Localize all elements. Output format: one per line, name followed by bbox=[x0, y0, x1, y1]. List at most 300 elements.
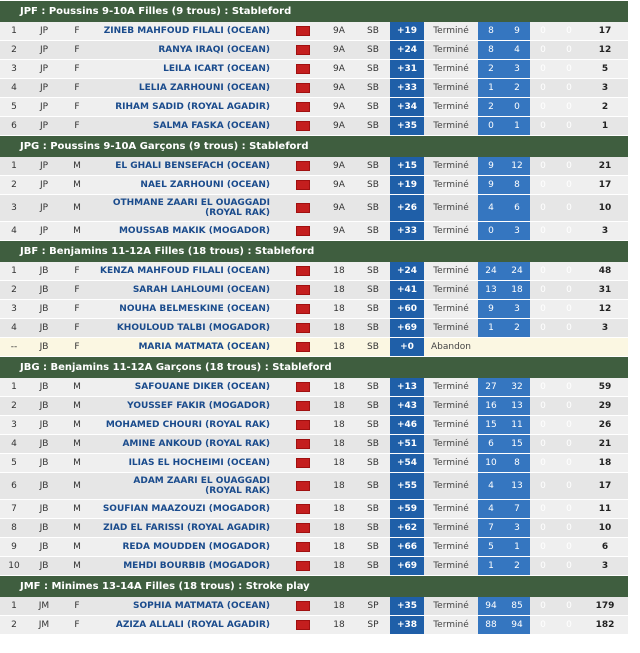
round-2-score: 85 bbox=[504, 597, 530, 616]
round-1-score: 13 bbox=[478, 281, 504, 300]
round-4-score: 0 bbox=[556, 262, 582, 281]
round-4-score: 0 bbox=[556, 176, 582, 195]
status-cell: Terminé bbox=[424, 222, 478, 241]
holes-cell: 18 bbox=[322, 500, 356, 519]
holes-cell: 9A bbox=[322, 176, 356, 195]
round-1-score: 1 bbox=[478, 557, 504, 576]
format-cell: SB bbox=[356, 176, 390, 195]
round-3-score: 0 bbox=[530, 378, 556, 397]
player-name-link[interactable]: LELIA ZARHOUNI (OCEAN) bbox=[94, 79, 284, 98]
holes-cell: 18 bbox=[322, 319, 356, 338]
gender-cell: F bbox=[60, 281, 94, 300]
player-row[interactable] bbox=[0, 300, 628, 319]
status-cell: Terminé bbox=[424, 378, 478, 397]
player-name-link[interactable]: KENZA MAHFOUD FILALI (OCEAN) bbox=[94, 262, 284, 281]
round-1-score: 6 bbox=[478, 435, 504, 454]
category-cell: JP bbox=[28, 79, 60, 98]
player-name-link[interactable]: YOUSSEF FAKIR (MOGADOR) bbox=[94, 397, 284, 416]
player-name-link[interactable]: OTHMANE ZAARI EL OUAGGADI (ROYAL RAK) bbox=[94, 195, 284, 222]
position-cell: 4 bbox=[0, 222, 28, 241]
round-4-score: 0 bbox=[556, 616, 582, 635]
round-4-score: 0 bbox=[556, 454, 582, 473]
round-2-score: 3 bbox=[504, 519, 530, 538]
round-3-score: 0 bbox=[530, 557, 556, 576]
category-cell: JP bbox=[28, 195, 60, 222]
gender-cell: F bbox=[60, 60, 94, 79]
format-cell: SP bbox=[356, 597, 390, 616]
gender-cell: M bbox=[60, 473, 94, 500]
flag-cell bbox=[284, 281, 322, 300]
category-cell: JB bbox=[28, 281, 60, 300]
position-cell: 6 bbox=[0, 473, 28, 500]
flag-cell bbox=[284, 79, 322, 98]
total-score: 21 bbox=[582, 435, 628, 454]
total-score: 11 bbox=[582, 500, 628, 519]
holes-cell: 18 bbox=[322, 378, 356, 397]
player-name-link[interactable]: AZIZA ALLALI (ROYAL AGADIR) bbox=[94, 616, 284, 635]
position-cell: 7 bbox=[0, 500, 28, 519]
format-cell: SB bbox=[356, 538, 390, 557]
group-header bbox=[0, 241, 628, 263]
status-cell: Terminé bbox=[424, 176, 478, 195]
round-2-score: 8 bbox=[504, 454, 530, 473]
format-cell: SB bbox=[356, 519, 390, 538]
player-name-link[interactable]: NAEL ZARHOUNI (OCEAN) bbox=[94, 176, 284, 195]
morocco-flag-icon bbox=[296, 266, 310, 276]
round-4-score: 0 bbox=[556, 397, 582, 416]
flag-cell bbox=[284, 222, 322, 241]
category-cell: JB bbox=[28, 319, 60, 338]
round-4-score: 0 bbox=[556, 473, 582, 500]
round-1-score: 5 bbox=[478, 538, 504, 557]
morocco-flag-icon bbox=[296, 226, 310, 236]
round-4-score: 0 bbox=[556, 416, 582, 435]
total-score: 59 bbox=[582, 378, 628, 397]
player-row[interactable] bbox=[0, 79, 628, 98]
round-2-score: 2 bbox=[504, 79, 530, 98]
flag-cell bbox=[284, 397, 322, 416]
player-row[interactable] bbox=[0, 519, 628, 538]
player-name-link[interactable]: ADAM ZAARI EL OUAGGADI (ROYAL RAK) bbox=[94, 473, 284, 500]
gender-cell: M bbox=[60, 557, 94, 576]
total-score: 48 bbox=[582, 262, 628, 281]
gender-cell: F bbox=[60, 41, 94, 60]
flag-cell bbox=[284, 157, 322, 176]
player-row[interactable] bbox=[0, 98, 628, 117]
group-header bbox=[0, 1, 628, 23]
round-4-score: 0 bbox=[556, 300, 582, 319]
player-name-link[interactable]: AMINE ANKOUD (ROYAL RAK) bbox=[94, 435, 284, 454]
format-cell: SB bbox=[356, 300, 390, 319]
player-row[interactable] bbox=[0, 281, 628, 300]
holes-cell: 18 bbox=[322, 397, 356, 416]
player-name-link[interactable]: SOPHIA MATMATA (OCEAN) bbox=[94, 597, 284, 616]
group-header bbox=[0, 136, 628, 158]
player-name-link[interactable]: SALMA FASKA (OCEAN) bbox=[94, 117, 284, 136]
flag-cell bbox=[284, 176, 322, 195]
round-4-score: 0 bbox=[556, 597, 582, 616]
flag-cell bbox=[284, 60, 322, 79]
gender-cell: M bbox=[60, 416, 94, 435]
round-3-score bbox=[530, 338, 556, 357]
player-name-link[interactable]: ZINEB MAHFOUD FILALI (OCEAN) bbox=[94, 22, 284, 41]
status-cell: Terminé bbox=[424, 519, 478, 538]
holes-cell: 9A bbox=[322, 117, 356, 136]
round-3-score: 0 bbox=[530, 22, 556, 41]
score-to-par: +35 bbox=[390, 597, 424, 616]
score-to-par: +33 bbox=[390, 222, 424, 241]
position-cell: 6 bbox=[0, 117, 28, 136]
round-1-score: 24 bbox=[478, 262, 504, 281]
gender-cell: M bbox=[60, 157, 94, 176]
round-4-score: 0 bbox=[556, 157, 582, 176]
player-row[interactable] bbox=[0, 195, 628, 222]
round-3-score: 0 bbox=[530, 262, 556, 281]
holes-cell: 18 bbox=[322, 338, 356, 357]
morocco-flag-icon bbox=[296, 601, 310, 611]
round-1-score: 15 bbox=[478, 416, 504, 435]
total-score: 3 bbox=[582, 222, 628, 241]
player-name-link[interactable]: SAFOUANE DIKER (OCEAN) bbox=[94, 378, 284, 397]
player-row[interactable] bbox=[0, 416, 628, 435]
status-cell: Terminé bbox=[424, 454, 478, 473]
player-row[interactable] bbox=[0, 222, 628, 241]
format-cell: SB bbox=[356, 262, 390, 281]
player-row[interactable] bbox=[0, 60, 628, 79]
holes-cell: 9A bbox=[322, 41, 356, 60]
group-title: JPG : Poussins 9-10A Garçons (9 trous) : Stableford bbox=[0, 136, 628, 158]
position-cell: 4 bbox=[0, 435, 28, 454]
category-cell: JB bbox=[28, 262, 60, 281]
total-score: 1 bbox=[582, 117, 628, 136]
round-3-score: 0 bbox=[530, 281, 556, 300]
player-name-link[interactable]: MARIA MATMATA (OCEAN) bbox=[94, 338, 284, 357]
score-to-par: +19 bbox=[390, 176, 424, 195]
position-cell: 2 bbox=[0, 281, 28, 300]
round-1-score: 88 bbox=[478, 616, 504, 635]
round-1-score: 2 bbox=[478, 98, 504, 117]
total-score: 21 bbox=[582, 157, 628, 176]
score-to-par: +35 bbox=[390, 117, 424, 136]
position-cell: 3 bbox=[0, 60, 28, 79]
holes-cell: 9A bbox=[322, 98, 356, 117]
round-1-score: 8 bbox=[478, 22, 504, 41]
round-3-score: 0 bbox=[530, 538, 556, 557]
round-4-score: 0 bbox=[556, 538, 582, 557]
morocco-flag-icon bbox=[296, 542, 310, 552]
position-cell: 2 bbox=[0, 397, 28, 416]
player-row[interactable] bbox=[0, 41, 628, 60]
morocco-flag-icon bbox=[296, 26, 310, 36]
round-2-score: 32 bbox=[504, 378, 530, 397]
format-cell: SB bbox=[356, 473, 390, 500]
round-1-score: 4 bbox=[478, 500, 504, 519]
round-3-score: 0 bbox=[530, 416, 556, 435]
round-3-score: 0 bbox=[530, 300, 556, 319]
total-score: 5 bbox=[582, 60, 628, 79]
total-score: 12 bbox=[582, 300, 628, 319]
score-to-par: +66 bbox=[390, 538, 424, 557]
round-1-score: 9 bbox=[478, 157, 504, 176]
position-cell: 5 bbox=[0, 454, 28, 473]
score-to-par: +19 bbox=[390, 22, 424, 41]
score-to-par: +55 bbox=[390, 473, 424, 500]
flag-cell bbox=[284, 416, 322, 435]
round-4-score: 0 bbox=[556, 195, 582, 222]
status-cell: Abandon bbox=[424, 338, 478, 357]
flag-cell bbox=[284, 519, 322, 538]
player-row[interactable] bbox=[0, 500, 628, 519]
player-row[interactable] bbox=[0, 538, 628, 557]
player-row[interactable] bbox=[0, 557, 628, 576]
player-row[interactable] bbox=[0, 597, 628, 616]
morocco-flag-icon bbox=[296, 64, 310, 74]
morocco-flag-icon bbox=[296, 161, 310, 171]
flag-cell bbox=[284, 338, 322, 357]
player-name-link[interactable]: MOUSSAB MAKIK (MOGADOR) bbox=[94, 222, 284, 241]
group-header bbox=[0, 357, 628, 379]
gender-cell: F bbox=[60, 262, 94, 281]
morocco-flag-icon bbox=[296, 561, 310, 571]
total-score: 17 bbox=[582, 176, 628, 195]
format-cell: SB bbox=[356, 500, 390, 519]
player-name-link[interactable]: LEILA ICART (OCEAN) bbox=[94, 60, 284, 79]
player-row[interactable] bbox=[0, 176, 628, 195]
holes-cell: 9A bbox=[322, 157, 356, 176]
format-cell: SB bbox=[356, 281, 390, 300]
category-cell: JP bbox=[28, 41, 60, 60]
player-name-link[interactable]: KHOULOUD TALBI (MOGADOR) bbox=[94, 319, 284, 338]
position-cell: 1 bbox=[0, 378, 28, 397]
morocco-flag-icon bbox=[296, 523, 310, 533]
holes-cell: 18 bbox=[322, 597, 356, 616]
status-cell: Terminé bbox=[424, 319, 478, 338]
score-to-par: +15 bbox=[390, 157, 424, 176]
round-4-score: 0 bbox=[556, 79, 582, 98]
player-row[interactable] bbox=[0, 397, 628, 416]
position-cell: 2 bbox=[0, 41, 28, 60]
group-title: JPF : Poussins 9-10A Filles (9 trous) : Stableford bbox=[0, 1, 628, 23]
morocco-flag-icon bbox=[296, 439, 310, 449]
round-1-score: 7 bbox=[478, 519, 504, 538]
gender-cell: F bbox=[60, 98, 94, 117]
format-cell: SB bbox=[356, 157, 390, 176]
player-name-link[interactable]: ILIAS EL HOCHEIMI (OCEAN) bbox=[94, 454, 284, 473]
player-row[interactable] bbox=[0, 454, 628, 473]
round-1-score: 27 bbox=[478, 378, 504, 397]
holes-cell: 9A bbox=[322, 79, 356, 98]
round-1-score: 0 bbox=[478, 117, 504, 136]
holes-cell: 18 bbox=[322, 416, 356, 435]
round-2-score: 1 bbox=[504, 117, 530, 136]
player-name-link[interactable]: MEHDI BOURBIB (MOGADOR) bbox=[94, 557, 284, 576]
morocco-flag-icon bbox=[296, 102, 310, 112]
format-cell: SB bbox=[356, 222, 390, 241]
round-1-score: 9 bbox=[478, 176, 504, 195]
group-title: JMF : Minimes 13-14A Filles (18 trous) : Stroke play bbox=[0, 576, 628, 598]
holes-cell: 18 bbox=[322, 519, 356, 538]
player-row[interactable] bbox=[0, 435, 628, 454]
morocco-flag-icon bbox=[296, 481, 310, 491]
status-cell: Terminé bbox=[424, 41, 478, 60]
category-cell: JM bbox=[28, 597, 60, 616]
player-row[interactable] bbox=[0, 338, 628, 357]
gender-cell: M bbox=[60, 519, 94, 538]
round-3-score: 0 bbox=[530, 435, 556, 454]
total-score bbox=[582, 338, 628, 357]
status-cell: Terminé bbox=[424, 435, 478, 454]
flag-cell bbox=[284, 435, 322, 454]
round-2-score: 24 bbox=[504, 262, 530, 281]
round-3-score: 0 bbox=[530, 79, 556, 98]
round-2-score: 3 bbox=[504, 300, 530, 319]
player-row[interactable] bbox=[0, 262, 628, 281]
status-cell: Terminé bbox=[424, 60, 478, 79]
category-cell: JB bbox=[28, 500, 60, 519]
round-1-score: 2 bbox=[478, 60, 504, 79]
round-4-score bbox=[556, 338, 582, 357]
round-2-score: 11 bbox=[504, 416, 530, 435]
player-name-link[interactable]: EL GHALI BENSEFACH (OCEAN) bbox=[94, 157, 284, 176]
gender-cell: M bbox=[60, 500, 94, 519]
player-row[interactable] bbox=[0, 473, 628, 500]
player-name-link[interactable]: SARAH LAHLOUMI (OCEAN) bbox=[94, 281, 284, 300]
total-score: 182 bbox=[582, 616, 628, 635]
round-4-score: 0 bbox=[556, 500, 582, 519]
format-cell: SB bbox=[356, 195, 390, 222]
status-cell: Terminé bbox=[424, 557, 478, 576]
total-score: 17 bbox=[582, 22, 628, 41]
total-score: 2 bbox=[582, 98, 628, 117]
score-to-par: +24 bbox=[390, 41, 424, 60]
flag-cell bbox=[284, 597, 322, 616]
total-score: 26 bbox=[582, 416, 628, 435]
player-name-link[interactable]: RANYA IRAQI (OCEAN) bbox=[94, 41, 284, 60]
score-to-par: +69 bbox=[390, 319, 424, 338]
category-cell: JB bbox=[28, 538, 60, 557]
round-2-score: 18 bbox=[504, 281, 530, 300]
morocco-flag-icon bbox=[296, 45, 310, 55]
round-3-score: 0 bbox=[530, 597, 556, 616]
format-cell: SB bbox=[356, 60, 390, 79]
player-row[interactable] bbox=[0, 378, 628, 397]
player-row[interactable] bbox=[0, 616, 628, 635]
player-name-link[interactable]: NOUHA BELMESKINE (OCEAN) bbox=[94, 300, 284, 319]
status-cell: Terminé bbox=[424, 500, 478, 519]
player-row[interactable] bbox=[0, 22, 628, 41]
morocco-flag-icon bbox=[296, 180, 310, 190]
holes-cell: 9A bbox=[322, 22, 356, 41]
score-to-par: +31 bbox=[390, 60, 424, 79]
position-cell: 5 bbox=[0, 98, 28, 117]
round-3-score: 0 bbox=[530, 157, 556, 176]
player-row[interactable] bbox=[0, 157, 628, 176]
format-cell: SB bbox=[356, 98, 390, 117]
category-cell: JP bbox=[28, 222, 60, 241]
status-cell: Terminé bbox=[424, 79, 478, 98]
position-cell: 1 bbox=[0, 597, 28, 616]
round-4-score: 0 bbox=[556, 117, 582, 136]
position-cell: 1 bbox=[0, 22, 28, 41]
position-cell: 10 bbox=[0, 557, 28, 576]
round-2-score: 13 bbox=[504, 397, 530, 416]
round-3-score: 0 bbox=[530, 616, 556, 635]
format-cell: SB bbox=[356, 22, 390, 41]
morocco-flag-icon bbox=[296, 304, 310, 314]
total-score: 179 bbox=[582, 597, 628, 616]
gender-cell: F bbox=[60, 79, 94, 98]
player-name-link[interactable]: MOHAMED CHOURI (ROYAL RAK) bbox=[94, 416, 284, 435]
category-cell: JM bbox=[28, 616, 60, 635]
gender-cell: F bbox=[60, 597, 94, 616]
score-to-par: +43 bbox=[390, 397, 424, 416]
player-name-link[interactable]: SOUFIAN MAAZOUZI (MOGADOR) bbox=[94, 500, 284, 519]
category-cell: JP bbox=[28, 176, 60, 195]
morocco-flag-icon bbox=[296, 121, 310, 131]
position-cell: 4 bbox=[0, 319, 28, 338]
round-2-score: 3 bbox=[504, 222, 530, 241]
holes-cell: 18 bbox=[322, 435, 356, 454]
status-cell: Terminé bbox=[424, 473, 478, 500]
round-1-score bbox=[478, 338, 504, 357]
group-title: JBF : Benjamins 11-12A Filles (18 trous) : Stableford bbox=[0, 241, 628, 263]
flag-cell bbox=[284, 500, 322, 519]
flag-cell bbox=[284, 319, 322, 338]
round-3-score: 0 bbox=[530, 473, 556, 500]
morocco-flag-icon bbox=[296, 203, 310, 213]
round-3-score: 0 bbox=[530, 195, 556, 222]
player-name-link[interactable]: RIHAM SADID (ROYAL AGADIR) bbox=[94, 98, 284, 117]
player-row[interactable] bbox=[0, 319, 628, 338]
total-score: 3 bbox=[582, 319, 628, 338]
round-3-score: 0 bbox=[530, 60, 556, 79]
category-cell: JP bbox=[28, 60, 60, 79]
category-cell: JB bbox=[28, 416, 60, 435]
holes-cell: 18 bbox=[322, 616, 356, 635]
round-4-score: 0 bbox=[556, 41, 582, 60]
score-to-par: +26 bbox=[390, 195, 424, 222]
format-cell: SB bbox=[356, 117, 390, 136]
flag-cell bbox=[284, 41, 322, 60]
round-2-score: 7 bbox=[504, 500, 530, 519]
round-2-score: 6 bbox=[504, 195, 530, 222]
round-4-score: 0 bbox=[556, 519, 582, 538]
score-to-par: +38 bbox=[390, 616, 424, 635]
player-row[interactable] bbox=[0, 117, 628, 136]
player-name-link[interactable]: REDA MOUDDEN (MOGADOR) bbox=[94, 538, 284, 557]
morocco-flag-icon bbox=[296, 83, 310, 93]
format-cell: SB bbox=[356, 79, 390, 98]
flag-cell bbox=[284, 557, 322, 576]
flag-cell bbox=[284, 195, 322, 222]
category-cell: JB bbox=[28, 435, 60, 454]
category-cell: JB bbox=[28, 473, 60, 500]
round-2-score: 94 bbox=[504, 616, 530, 635]
gender-cell: F bbox=[60, 117, 94, 136]
round-2-score: 3 bbox=[504, 60, 530, 79]
gender-cell: M bbox=[60, 435, 94, 454]
round-2-score: 1 bbox=[504, 538, 530, 557]
flag-cell bbox=[284, 473, 322, 500]
round-4-score: 0 bbox=[556, 222, 582, 241]
flag-cell bbox=[284, 378, 322, 397]
score-to-par: +46 bbox=[390, 416, 424, 435]
morocco-flag-icon bbox=[296, 382, 310, 392]
round-3-score: 0 bbox=[530, 117, 556, 136]
round-4-score: 0 bbox=[556, 60, 582, 79]
morocco-flag-icon bbox=[296, 504, 310, 514]
player-name-link[interactable]: ZIAD EL FARISSI (ROYAL AGADIR) bbox=[94, 519, 284, 538]
